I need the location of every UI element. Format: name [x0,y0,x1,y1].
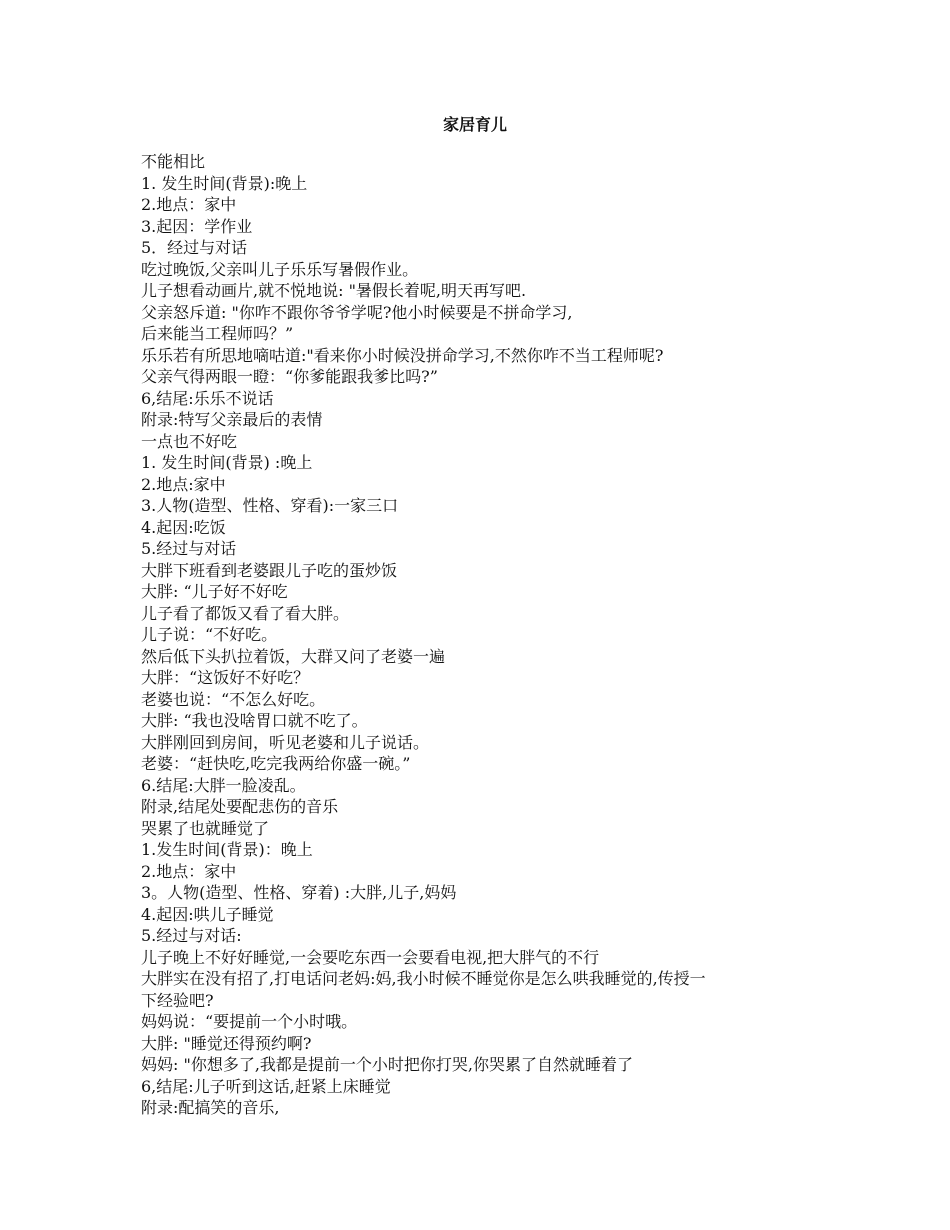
text-line: 哭累了也就睡觉了 [141,818,270,838]
text-line: 5.经过与对话: [141,926,242,945]
text-line: 1. 发生时间(背景) :晚上 [141,453,313,472]
text-line: 儿子看了都饭又看了看大胖。 [141,603,350,623]
text-line: 大胖刚回到房间，听见老婆和儿子说话。 [141,732,430,752]
text-line: 下经验吧? [141,990,214,1010]
text-line: 儿子晚上不好好睡觉,一会要吃东西一会要看电视,把大胖气的不行 [141,947,600,967]
text-line: 父亲气得两眼一瞪：“你爹能跟我爹比吗?” [141,367,438,386]
text-line: 2.地点：家中 [141,861,237,881]
text-line: 老婆也说：“不怎么好吃。 [141,689,326,709]
text-line: 妈妈说：“要提前一个小时哦。 [141,1012,358,1031]
text-line: 附录,结尾处要配悲伤的音乐 [141,797,339,816]
text-line: 一点也不好吃 [141,431,238,451]
text-line: 5．经过与对话 [141,238,248,257]
text-line: 父亲怒斥道: "你咋不跟你爷爷学呢?他小时候要是不拼命学习, [141,302,573,322]
text-line: 乐乐若有所思地嘀咕道:"看来你小时候没拼命学习,不然你咋不当工程师呢? [141,345,664,365]
document-body [141,151,801,1119]
text-line: 6,结尾:乐乐不说话 [141,388,274,408]
text-line: 大胖: “儿子好不好吃 [141,582,288,601]
text-line: 妈妈: "你想多了,我都是提前一个小时把你打哭,你哭累了自然就睡着了 [141,1055,634,1074]
text-line: 3.人物(造型、性格、穿看):一家三口 [141,496,399,515]
text-line: 儿子说：“不好吃。 [141,625,278,644]
text-line: 4.起因:哄儿子睡觉 [141,904,274,924]
text-line: 大胖: "睡觉还得预约啊? [141,1033,312,1053]
text-line: 大胖: “我也没啥胃口就不吃了。 [141,711,368,730]
text-line: 大胖下班看到老婆跟儿子吃的蛋炒饭 [141,560,398,580]
text-line: 3。人物(造型、性格、穿着) :大胖,儿子,妈妈 [141,883,457,902]
text-line: 6.结尾:大胖一脸凌乱。 [141,775,306,795]
document-title: 家居育儿 [442,115,507,134]
text-line: 3.起因：学作业 [141,216,253,236]
text-line: 6,结尾:儿子听到这话,赶紧上床睡觉 [141,1076,391,1096]
text-line: 不能相比 [141,152,206,171]
text-line: 附录:特写父亲最后的表情 [141,410,323,429]
text-line: 老婆：“赶快吃,吃完我两给你盛一碗。” [141,754,411,773]
text-line: 附录:配搞笑的音乐, [141,1098,280,1117]
text-line: 1.发生时间(背景)：晚上 [141,840,313,859]
text-line: 吃过晚饭,父亲叫儿子乐乐写暑假作业。 [141,259,419,279]
text-line: 1. 发生时间(背景):晚上 [141,173,308,193]
text-line: 5.经过与对话 [141,539,237,558]
text-line: 然后低下头扒拉着饭，大群又问了老婆一遍 [141,646,446,666]
text-line: 儿子想看动画片,就不悦地说: "暑假长着呢,明天再写吧. [141,281,527,300]
text-line: 4.起因:吃饭 [141,517,226,537]
text-line: 大胖实在没有招了,打电话问老妈:妈,我小时候不睡觉你是怎么哄我睡觉的,传授一 [141,969,706,988]
text-line: 2.地点:家中 [141,474,226,494]
text-line: 大胖：“这饭好不好吃？ [141,668,310,687]
text-line: 后来能当工程师吗？” [141,324,294,343]
text-line: 2.地点：家中 [141,195,237,214]
